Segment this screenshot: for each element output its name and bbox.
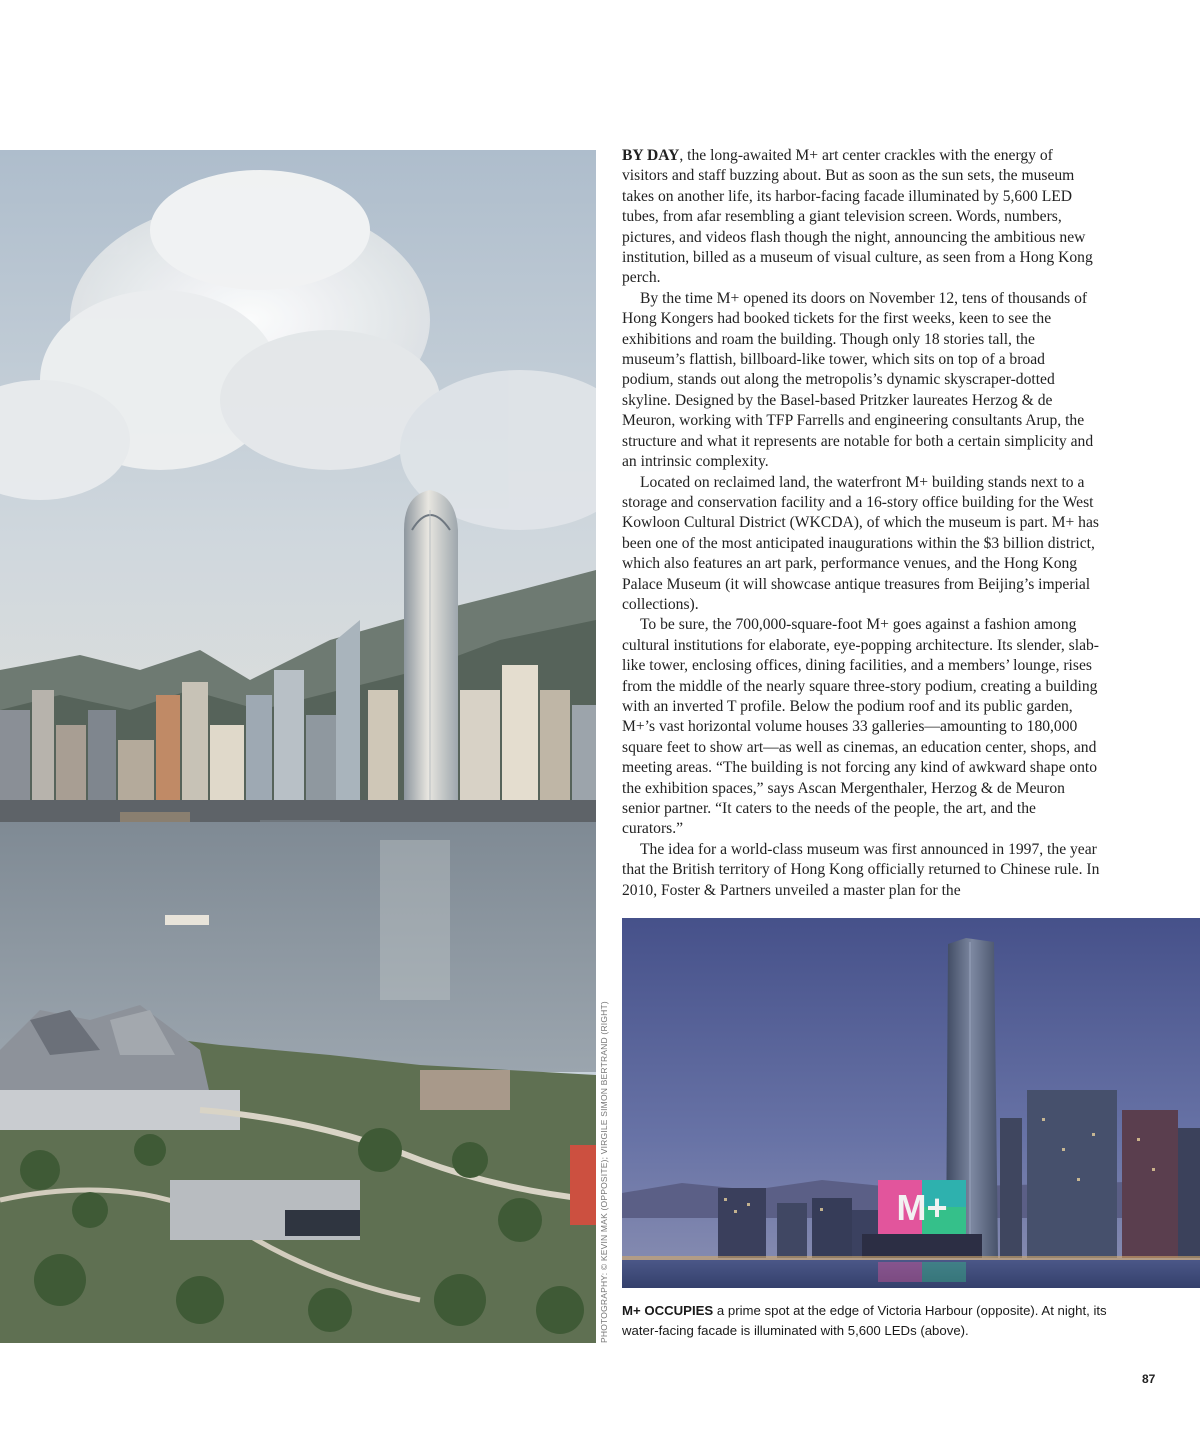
article-paragraph: The idea for a world-class museum was first announced in 1997, the year that the British territory of Hong Kong officially returned to Chinese rule. In 2010, Foster & Partners unveiled a master plan for the [622,840,1100,899]
article-paragraph: Located on reclaimed land, the waterfront M+ building stands next to a storage and conservation facility and a 16-story office building for the West Kowloon Cultural District (WKCDA), of which the museum is part. M+ has been one of the most anticipated inaugurations within the $3 billion district, which also features an art park, performance venues, and the Hong Kong Palace Museum (it will showcase antique treasures from Beijing’s imperial collections). [622,473,1099,613]
photo-caption [622,1301,1122,1340]
mplus-sign: M+ [896,1187,948,1228]
harbour-day-photo [0,150,596,1343]
lead-in: BY DAY [622,147,680,164]
page-number: 87 [1142,1372,1156,1386]
article-paragraph: By the time M+ opened its doors on November 12, tens of thousands of Hong Kongers had booked tickets for the first weeks, keen to see the exhibitions and roam the building. Though only 18 stories tall, the museum’s flattish, billboard-like tower, which sits on top of a broad podium, stands out along the metropolis’s dynamic skyscraper-dotted skyline. Designed by the Basel-based Pritzker laureates Herzog & de Meuron, working with TFP Farrells and engineering consultants Arup, the structure and what it represents are notable for both a certain simplicity and an intrinsic complexity. [622,289,1094,471]
article-paragraph [622,146,1100,289]
article-paragraph: To be sure, the 700,000-square-foot M+ goes against a fashion among cultural institutions for elaborate, eye-popping architecture. Its slender, slab-like tower, enclosing offices, dining facilities, and a members’ lounge, rises from the middle of the nearly square three-story podium, creating a building with an inverted T profile. Below the podium roof and its public garden, M+’s vast horizontal volume houses 33 galleries—amounting to 180,000 square feet to show art—as well as cinemas, an education center, shops, and meeting areas. “The building is not forcing any kind of awkward shape onto the exhibition spaces,” says Ascan Mergenthaler, Herzog & de Meuron senior partner. “It caters to the needs of the people, the art, and the curators.” [622,616,1099,838]
photo-credit: PHOTOGRAPHY: © KEVIN MAK (OPPOSITE); VIRGILE SIMON BERTRAND (RIGHT) [599,1001,609,1343]
caption-text: a prime spot at the edge of Victoria Harbour (opposite). At night, its water-facing facade is illuminated with 5,600 LEDs (above). [622,1303,1107,1338]
caption-lead: M+ OCCUPIES [622,1303,714,1318]
article-body [622,146,1100,901]
mplus-night-photo [622,918,1200,1288]
ifc-tower [404,490,458,820]
mplus-led-facade [878,1180,966,1234]
paragraph-text: , the long-awaited M+ art center crackles with the energy of visitors and staff buzzing about. But as soon as the sun sets, the museum takes on another life, its harbor-facing facade illuminated by 5,600 LED tubes, from afar resembling a giant television screen. Words, numbers, pictures, and videos flash though the night, announcing the ambitious new institution, billed as a museum of visual culture, as seen from a Hong Kong perch. [622,147,1093,287]
